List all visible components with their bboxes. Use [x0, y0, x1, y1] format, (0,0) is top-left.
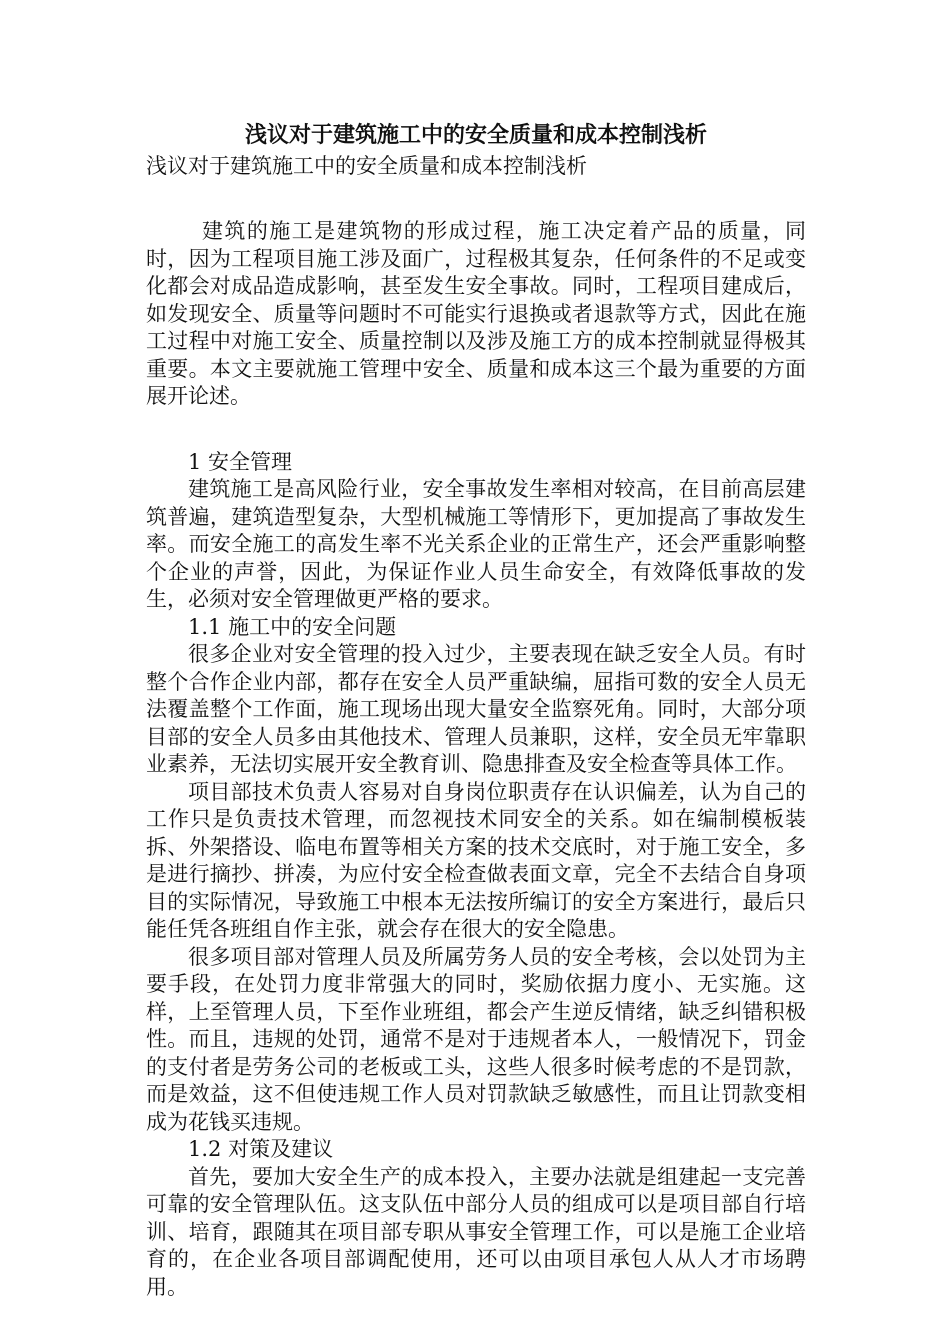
subsection-heading-countermeasures: 1.2 对策及建议: [188, 1137, 334, 1161]
section-paragraph: 很多企业对安全管理的投入过少，主要表现在缺乏安全人员。有时整个合作企业内部，都存在安全人员严重缺编，屈指可数的安全人员无法覆盖整个工作面，施工现场出现大量安全监察死角。同时，大部分项目部的安全人员多由其他技术、管理人员兼职，这样，安全员无牢靠职业素养，无法切实展开安全教育训、隐患排查及安全检查等具体工作。: [146, 642, 806, 776]
document-body: [146, 120, 806, 1301]
document-subtitle: 浅议对于建筑施工中的安全质量和成本控制浅析: [146, 154, 587, 178]
section-paragraph: 首先，要加大安全生产的成本投入，主要办法就是组建起一支完善可靠的安全管理队伍。这支队伍中部分人员的组成可以是项目部自行培训、培育，跟随其在项目部专职从事安全管理工作，可以是施工企业培育的，在企业各项目部调配使用，还可以由项目承包人从人才市场聘用。: [146, 1164, 806, 1299]
subsection-heading-safety-issues: 1.1 施工中的安全问题: [188, 614, 397, 639]
blank-line: [146, 411, 806, 449]
document-title: 浅议对于建筑施工中的安全质量和成本控制浅析: [244, 123, 707, 148]
section-paragraph: 项目部技术负责人容易对自身岗位职责存在认识偏差，认为自己的工作只是负责技术管理，而忽视技术同安全的关系。如在编制模板装拆、外架搭设、临电布置等相关方案的技术交底时，对于施工安全，多是进行摘抄、拼凑，为应付安全检查做表面文章，完全不去结合自身项目的实际情况，导致施工中根本无法按所编订的安全方案进行，最后只能任凭各班组自作主张，就会存在很大的安全隐患。: [146, 779, 806, 941]
section-heading-safety: 1 安全管理: [188, 449, 293, 474]
intro-paragraph: 建筑的施工是建筑物的形成过程，施工决定着产品的质量，同时，因为工程项目施工涉及面广，过程极其复杂，任何条件的不足或变化都会对成品造成影响，甚至发生安全事故。同时，工程项目建成后，如发现安全、质量等问题时不可能实行退换或者退款等方式，因此在施工过程中对施工安全、质量控制以及涉及施工方的成本控制就显得极其重要。本文主要就施工管理中安全、质量和成本这三个最为重要的方面展开论述。: [146, 219, 806, 408]
section-paragraph: 建筑施工是高风险行业，安全事故发生率相对较高，在目前高层建筑普遍，建筑造型复杂，大型机械施工等情形下，更加提高了事故发生率。而安全施工的高发生率不光关系企业的正常生产，还会严重影响整个企业的声誉，因此，为保证作业人员生命安全，有效降低事故的发生，必须对安全管理做更严格的要求。: [146, 477, 806, 611]
section-paragraph: 很多项目部对管理人员及所属劳务人员的安全考核，会以处罚为主要手段，在处罚力度非常强大的同时，奖励依据力度小、无实施。这样，上至管理人员，下至作业班组，都会产生逆反情绪，缺乏纠错积极性。而且，违规的处罚，通常不是对于违规者本人，一般情况下，罚金的支付者是劳务公司的老板或工头，这些人很多时候考虑的不是罚款，而是效益，这不但使违规工作人员对罚款缺乏敏感性，而且让罚款变相成为花钱买违规。: [146, 944, 806, 1134]
blank-line: [146, 180, 806, 218]
